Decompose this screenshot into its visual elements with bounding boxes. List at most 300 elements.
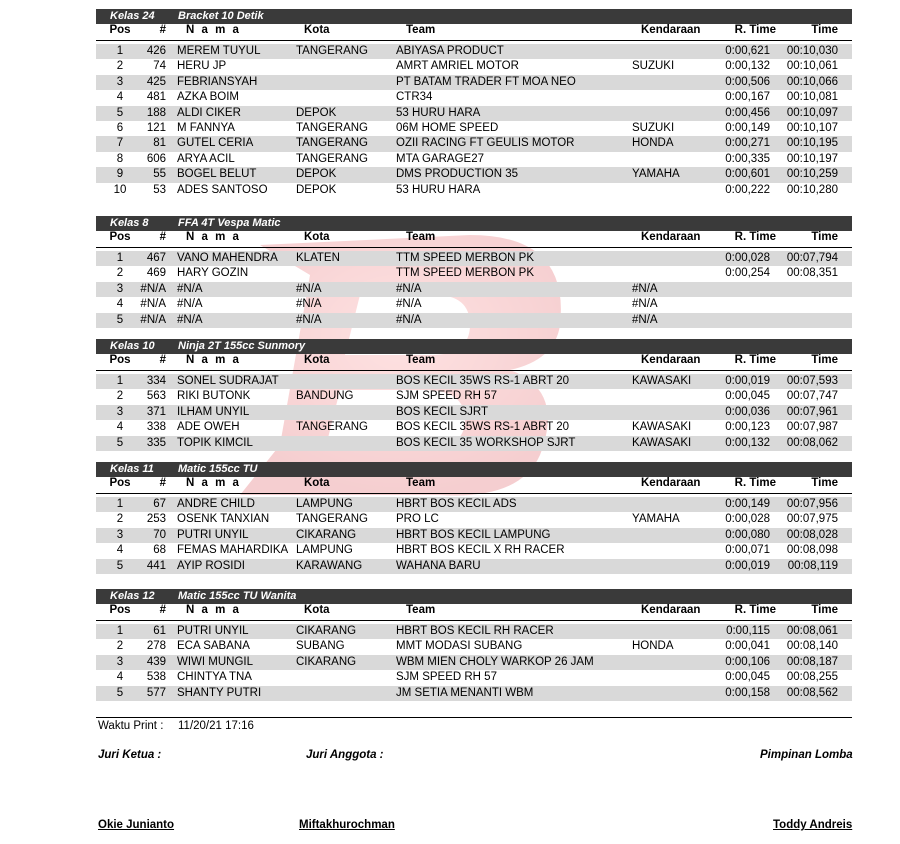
class-number: Kelas 11 (110, 463, 154, 475)
table-row (96, 374, 852, 389)
cell-pos: 8 (116, 152, 124, 165)
table-row (96, 313, 852, 328)
cell-time: 00:08,562 (786, 686, 838, 699)
cell-pos: 3 (116, 282, 124, 295)
cell-team: #N/A (396, 282, 422, 295)
cell-nama: AYIP ROSIDI (177, 559, 245, 572)
table-row (96, 559, 852, 574)
cell-no: 61 (153, 625, 166, 637)
cell-no: 467 (146, 252, 166, 264)
cell-no: 335 (146, 436, 166, 449)
cell-team: WBM MIEN CHOLY WARKOP 26 JAM (396, 655, 594, 668)
cell-rtime: 0:00,271 (725, 137, 770, 150)
cell-nama: RIKI BUTONK (177, 390, 251, 403)
cell-time: 00:07,794 (786, 252, 838, 264)
class-name: Matic 155cc TU Wanita (178, 590, 297, 602)
cell-pos: 4 (116, 671, 124, 684)
cell-time: 00:08,119 (787, 559, 838, 572)
cell-nama: FEBRIANSYAH (177, 75, 258, 88)
column-header-rtime: R. Time (734, 354, 776, 366)
table-row (96, 59, 852, 74)
cell-rtime: 0:00,167 (725, 91, 770, 104)
cell-no: 606 (146, 152, 166, 165)
cell-kota: TANGERANG (296, 513, 368, 526)
cell-pos: 1 (116, 252, 124, 264)
cell-time: 00:10,061 (786, 60, 838, 73)
cell-time: 00:08,098 (786, 544, 838, 557)
table-row (96, 106, 852, 121)
cell-team: MMT MODASI SUBANG (396, 640, 523, 653)
print-time-label: Waktu Print : (98, 720, 164, 732)
cell-no: 338 (146, 421, 166, 434)
table-header (96, 354, 852, 371)
column-header-time: Time (811, 477, 838, 489)
cell-no: 334 (146, 375, 166, 387)
column-header-no: # (159, 354, 166, 366)
cell-rtime: 0:00,149 (725, 121, 770, 134)
column-header-nama: N a m a (186, 604, 241, 616)
cell-rtime: 0:00,621 (725, 45, 770, 57)
cell-nama: ALDI CIKER (177, 106, 241, 119)
cell-kota: LAMPUNG (296, 498, 353, 510)
cell-time: 00:10,066 (786, 75, 838, 88)
cell-pos: 4 (116, 298, 124, 311)
cell-rtime: 0:00,041 (725, 640, 770, 653)
table-row (96, 686, 852, 701)
cell-pos: 7 (116, 137, 124, 150)
cell-time: 00:07,593 (786, 375, 838, 387)
cell-pos: 1 (116, 625, 124, 637)
table-row (96, 543, 852, 558)
cell-pos: 4 (116, 421, 124, 434)
cell-no: 81 (153, 137, 166, 150)
cell-rtime: 0:00,149 (725, 498, 770, 510)
cell-team: BOS KECIL SJRT (396, 405, 489, 418)
cell-rtime: 0:00,335 (725, 152, 770, 165)
cell-kendaraan: KAWASAKI (632, 421, 692, 434)
cell-time: 00:07,987 (786, 421, 838, 434)
cell-rtime: 0:00,601 (725, 168, 770, 181)
cell-rtime: 0:00,506 (725, 75, 770, 88)
cell-kota: KLATEN (296, 252, 340, 264)
table-row (96, 282, 852, 297)
table-row (96, 183, 852, 198)
cell-kota: TANGERANG (296, 421, 368, 434)
cell-no: 577 (146, 686, 166, 699)
column-header-kota: Kota (304, 604, 330, 616)
cell-kota: TANGERANG (296, 45, 368, 57)
cell-nama: PUTRI UNYIL (177, 625, 249, 637)
column-header-kota: Kota (304, 477, 330, 489)
table-row (96, 528, 852, 543)
cell-pos: 5 (116, 559, 124, 572)
cell-kota: #N/A (296, 298, 322, 311)
cell-team: BOS KECIL 35WS RS-1 ABRT 20 (396, 421, 569, 434)
cell-rtime: 0:00,080 (725, 528, 770, 541)
table-header (96, 24, 852, 41)
table-row (96, 436, 852, 451)
cell-team: 53 HURU HARA (396, 106, 481, 119)
column-header-time: Time (811, 354, 838, 366)
cell-time: 00:08,255 (786, 671, 838, 684)
cell-kota: SUBANG (296, 640, 345, 653)
column-header-team: Team (406, 354, 436, 366)
cell-kendaraan: #N/A (632, 298, 658, 311)
cell-kendaraan: SUZUKI (632, 60, 675, 73)
cell-time: 00:10,030 (786, 45, 838, 57)
cell-nama: OSENK TANXIAN (177, 513, 270, 526)
cell-no: 53 (153, 183, 166, 196)
cell-pos: 5 (116, 686, 124, 699)
table-row (96, 297, 852, 312)
column-header-nama: N a m a (186, 24, 241, 36)
cell-team: TTM SPEED MERBON PK (396, 252, 535, 264)
cell-time: 00:08,187 (786, 655, 838, 668)
table-row (96, 389, 852, 404)
cell-nama: ADE OWEH (177, 421, 240, 434)
table-row (96, 624, 852, 639)
cell-time: 00:07,747 (786, 390, 838, 403)
cell-kota: BANDUNG (296, 390, 354, 403)
cell-kota: DEPOK (296, 106, 337, 119)
footer-divider (96, 717, 852, 718)
cell-kota: CIKARANG (296, 625, 357, 637)
cell-pos: 9 (116, 168, 124, 181)
cell-team: AMRT AMRIEL MOTOR (396, 60, 519, 73)
cell-no: 371 (146, 405, 166, 418)
juri-ketua-name: Okie Junianto (98, 819, 175, 831)
column-header-kendaraan: Kendaraan (641, 24, 701, 36)
table-row (96, 152, 852, 167)
cell-no: 188 (146, 106, 166, 119)
cell-no: 70 (153, 528, 166, 541)
column-header-nama: N a m a (186, 477, 241, 489)
cell-team: HBRT BOS KECIL ADS (396, 498, 517, 510)
table-row (96, 655, 852, 670)
juri-anggota-name: Miftakhurochman (299, 819, 395, 831)
class-number: Kelas 12 (110, 590, 155, 602)
cell-rtime: 0:00,456 (725, 106, 770, 119)
cell-nama: ANDRE CHILD (177, 498, 255, 510)
cell-time: 00:10,197 (786, 152, 838, 165)
cell-no: 425 (146, 75, 166, 88)
column-header-time: Time (811, 24, 838, 36)
cell-pos: 5 (116, 436, 124, 449)
cell-team: HBRT BOS KECIL LAMPUNG (396, 528, 551, 541)
cell-kendaraan: SUZUKI (632, 121, 675, 134)
column-header-team: Team (406, 604, 436, 616)
column-header-team: Team (406, 231, 436, 243)
class-title-bar (96, 216, 852, 231)
class-number: Kelas 8 (110, 217, 149, 229)
column-header-no: # (159, 24, 166, 36)
table-row (96, 44, 852, 59)
class-name: Bracket 10 Detik (178, 10, 264, 22)
cell-time: 00:07,975 (786, 513, 838, 526)
column-header-pos: Pos (109, 477, 131, 489)
class-title-bar (96, 462, 852, 477)
cell-pos: 3 (116, 655, 124, 668)
cell-kota: #N/A (296, 313, 322, 326)
cell-no: 67 (153, 498, 166, 510)
class-title-bar (96, 9, 852, 24)
cell-nama: CHINTYA TNA (177, 671, 252, 684)
table-header (96, 604, 852, 621)
cell-pos: 6 (116, 121, 124, 134)
cell-team: OZII RACING FT GEULIS MOTOR (396, 137, 575, 150)
cell-pos: 3 (116, 75, 124, 88)
cell-pos: 1 (116, 375, 124, 387)
cell-nama: M FANNYA (177, 121, 235, 134)
cell-pos: 1 (116, 498, 124, 510)
cell-rtime: 0:00,132 (725, 60, 770, 73)
juri-anggota-label: Juri Anggota : (306, 749, 384, 761)
cell-nama: ECA SABANA (177, 640, 250, 653)
cell-time: 00:08,062 (786, 436, 838, 449)
column-header-rtime: R. Time (734, 231, 776, 243)
cell-nama: #N/A (177, 282, 203, 295)
cell-rtime: 0:00,106 (725, 655, 770, 668)
cell-nama: ILHAM UNYIL (177, 405, 250, 418)
column-header-no: # (159, 604, 166, 616)
cell-no: 481 (146, 91, 166, 104)
cell-nama: MEREM TUYUL (177, 45, 261, 57)
cell-no: #N/A (140, 313, 166, 326)
table-row (96, 251, 852, 266)
cell-kota: CIKARANG (296, 655, 357, 668)
cell-kendaraan: YAMAHA (632, 513, 680, 526)
table-row (96, 75, 852, 90)
cell-rtime: 0:00,045 (725, 671, 770, 684)
column-header-kendaraan: Kendaraan (641, 231, 701, 243)
cell-no: #N/A (140, 298, 166, 311)
cell-team: TTM SPEED MERBON PK (396, 267, 535, 280)
cell-team: SJM SPEED RH 57 (396, 390, 497, 403)
cell-kendaraan: HONDA (632, 640, 674, 653)
cell-team: DMS PRODUCTION 35 (396, 168, 519, 181)
column-header-nama: N a m a (186, 354, 241, 366)
column-header-no: # (159, 477, 166, 489)
cell-kendaraan: KAWASAKI (632, 375, 692, 387)
cell-rtime: 0:00,019 (725, 559, 770, 572)
cell-time: 00:08,061 (786, 625, 838, 637)
cell-time: 00:10,280 (786, 183, 838, 196)
cell-nama: VANO MAHENDRA (177, 252, 278, 264)
cell-no: 74 (153, 60, 166, 73)
cell-pos: 2 (116, 513, 124, 526)
table-row (96, 266, 852, 281)
cell-time: 00:10,097 (786, 106, 838, 119)
cell-team: PT BATAM TRADER FT MOA NEO (396, 75, 576, 88)
cell-kendaraan: #N/A (632, 282, 658, 295)
table-row (96, 136, 852, 151)
cell-no: 563 (146, 390, 166, 403)
class-section (96, 589, 852, 701)
column-header-rtime: R. Time (734, 477, 776, 489)
column-header-kota: Kota (304, 231, 330, 243)
cell-nama: BOGEL BELUT (177, 168, 257, 181)
cell-kendaraan: KAWASAKI (632, 436, 692, 449)
cell-kota: TANGERANG (296, 152, 368, 165)
cell-kota: DEPOK (296, 183, 337, 196)
cell-pos: 4 (116, 91, 124, 104)
cell-team: 06M HOME SPEED (396, 121, 499, 134)
cell-pos: 10 (113, 183, 127, 196)
cell-rtime: 0:00,254 (725, 267, 770, 280)
cell-rtime: 0:00,028 (725, 513, 770, 526)
cell-rtime: 0:00,071 (725, 544, 770, 557)
column-header-rtime: R. Time (734, 24, 776, 36)
column-header-time: Time (811, 231, 838, 243)
cell-rtime: 0:00,132 (725, 436, 770, 449)
cell-nama: SONEL SUDRAJAT (177, 375, 279, 387)
cell-rtime: 0:00,028 (725, 252, 770, 264)
column-header-pos: Pos (109, 354, 131, 366)
cell-team: PRO LC (396, 513, 439, 526)
cell-kota: KARAWANG (296, 559, 363, 572)
cell-nama: SHANTY PUTRI (177, 686, 262, 699)
cell-rtime: 0:00,019 (725, 375, 770, 387)
class-name: Ninja 2T 155cc Sunmory (178, 340, 306, 352)
table-row (96, 497, 852, 512)
cell-team: ABIYASA PRODUCT (396, 45, 504, 57)
cell-nama: TOPIK KIMCIL (177, 436, 253, 449)
column-header-pos: Pos (109, 24, 131, 36)
cell-nama: WIWI MUNGIL (177, 655, 254, 668)
cell-rtime: 0:00,158 (725, 686, 770, 699)
table-header (96, 477, 852, 494)
cell-time: 00:10,259 (786, 168, 838, 181)
class-name: Matic 155cc TU (178, 463, 258, 475)
cell-nama: AZKA BOIM (177, 91, 239, 104)
cell-team: HBRT BOS KECIL RH RACER (396, 625, 554, 637)
table-row (96, 121, 852, 136)
table-row (96, 639, 852, 654)
cell-rtime: 0:00,115 (726, 625, 770, 637)
table-header (96, 231, 852, 248)
column-header-kota: Kota (304, 24, 330, 36)
cell-time: 00:10,195 (786, 137, 838, 150)
cell-no: 538 (146, 671, 166, 684)
juri-ketua-label: Juri Ketua : (98, 749, 162, 761)
cell-time: 00:07,961 (786, 405, 838, 418)
column-header-kota: Kota (304, 354, 330, 366)
cell-team: JM SETIA MENANTI WBM (396, 686, 534, 699)
print-time-value: 11/20/21 17:16 (178, 720, 254, 732)
cell-time: 00:10,107 (786, 121, 838, 134)
cell-kendaraan: #N/A (632, 313, 658, 326)
cell-pos: 2 (116, 390, 124, 403)
cell-team: MTA GARAGE27 (396, 152, 484, 165)
cell-pos: 5 (116, 106, 124, 119)
cell-kota: TANGERANG (296, 121, 368, 134)
class-title-bar (96, 339, 852, 354)
class-section (96, 9, 852, 198)
cell-no: 426 (146, 45, 166, 57)
cell-team: BOS KECIL 35WS RS-1 ABRT 20 (396, 375, 569, 387)
column-header-kendaraan: Kendaraan (641, 354, 701, 366)
cell-team: HBRT BOS KECIL X RH RACER (396, 544, 565, 557)
class-section (96, 339, 852, 451)
cell-kota: TANGERANG (296, 137, 368, 150)
cell-rtime: 0:00,045 (725, 390, 770, 403)
cell-time: 00:08,140 (786, 640, 838, 653)
cell-rtime: 0:00,222 (725, 183, 770, 196)
cell-no: 121 (146, 121, 166, 134)
cell-team: CTR34 (396, 91, 433, 104)
class-number: Kelas 24 (110, 10, 155, 22)
cell-kota: LAMPUNG (296, 544, 353, 557)
cell-no: 469 (146, 267, 166, 280)
class-name: FFA 4T Vespa Matic (178, 217, 281, 229)
cell-no: 253 (146, 513, 166, 526)
cell-nama: #N/A (177, 313, 203, 326)
table-row (96, 405, 852, 420)
cell-nama: PUTRI UNYIL (177, 528, 249, 541)
cell-team: WAHANA BARU (396, 559, 481, 572)
class-section (96, 462, 852, 574)
cell-kendaraan: HONDA (632, 137, 674, 150)
cell-nama: GUTEL CERIA (177, 137, 254, 150)
cell-pos: 2 (116, 267, 124, 280)
column-header-no: # (159, 231, 166, 243)
cell-nama: ADES SANTOSO (177, 183, 268, 196)
cell-pos: 2 (116, 640, 124, 653)
cell-nama: FEMAS MAHARDIKA (177, 544, 289, 557)
cell-no: 278 (146, 640, 166, 653)
cell-team: 53 HURU HARA (396, 183, 481, 196)
cell-nama: ARYA ACIL (177, 152, 235, 165)
cell-time: 00:08,028 (786, 528, 838, 541)
table-row (96, 512, 852, 527)
column-header-rtime: R. Time (734, 604, 776, 616)
cell-time: 00:10,081 (786, 91, 838, 104)
table-row (96, 420, 852, 435)
cell-time: 00:08,351 (786, 267, 838, 280)
cell-pos: 5 (116, 313, 124, 326)
pimpinan-lomba-label: Pimpinan Lomba (760, 749, 853, 761)
column-header-team: Team (406, 24, 436, 36)
cell-team: SJM SPEED RH 57 (396, 671, 497, 684)
cell-kendaraan: YAMAHA (632, 168, 680, 181)
cell-pos: 4 (116, 544, 124, 557)
cell-no: 55 (153, 168, 166, 181)
cell-team: #N/A (396, 313, 422, 326)
class-section (96, 216, 852, 328)
cell-team: BOS KECIL 35 WORKSHOP SJRT (396, 436, 576, 449)
cell-no: 441 (146, 559, 166, 572)
column-header-kendaraan: Kendaraan (641, 477, 701, 489)
class-number: Kelas 10 (110, 340, 155, 352)
column-header-pos: Pos (109, 604, 131, 616)
column-header-nama: N a m a (186, 231, 241, 243)
cell-pos: 1 (116, 45, 124, 57)
column-header-time: Time (811, 604, 838, 616)
cell-pos: 3 (116, 405, 124, 418)
pimpinan-lomba-name: Toddy Andreis (773, 819, 853, 831)
cell-rtime: 0:00,036 (725, 405, 770, 418)
cell-pos: 2 (116, 60, 124, 73)
cell-kota: CIKARANG (296, 528, 357, 541)
class-title-bar (96, 589, 852, 604)
cell-pos: 3 (116, 528, 124, 541)
table-row (96, 90, 852, 105)
cell-time: 00:07,956 (786, 498, 838, 510)
cell-kota: DEPOK (296, 168, 337, 181)
column-header-pos: Pos (109, 231, 131, 243)
cell-team: #N/A (396, 298, 422, 311)
column-header-team: Team (406, 477, 436, 489)
